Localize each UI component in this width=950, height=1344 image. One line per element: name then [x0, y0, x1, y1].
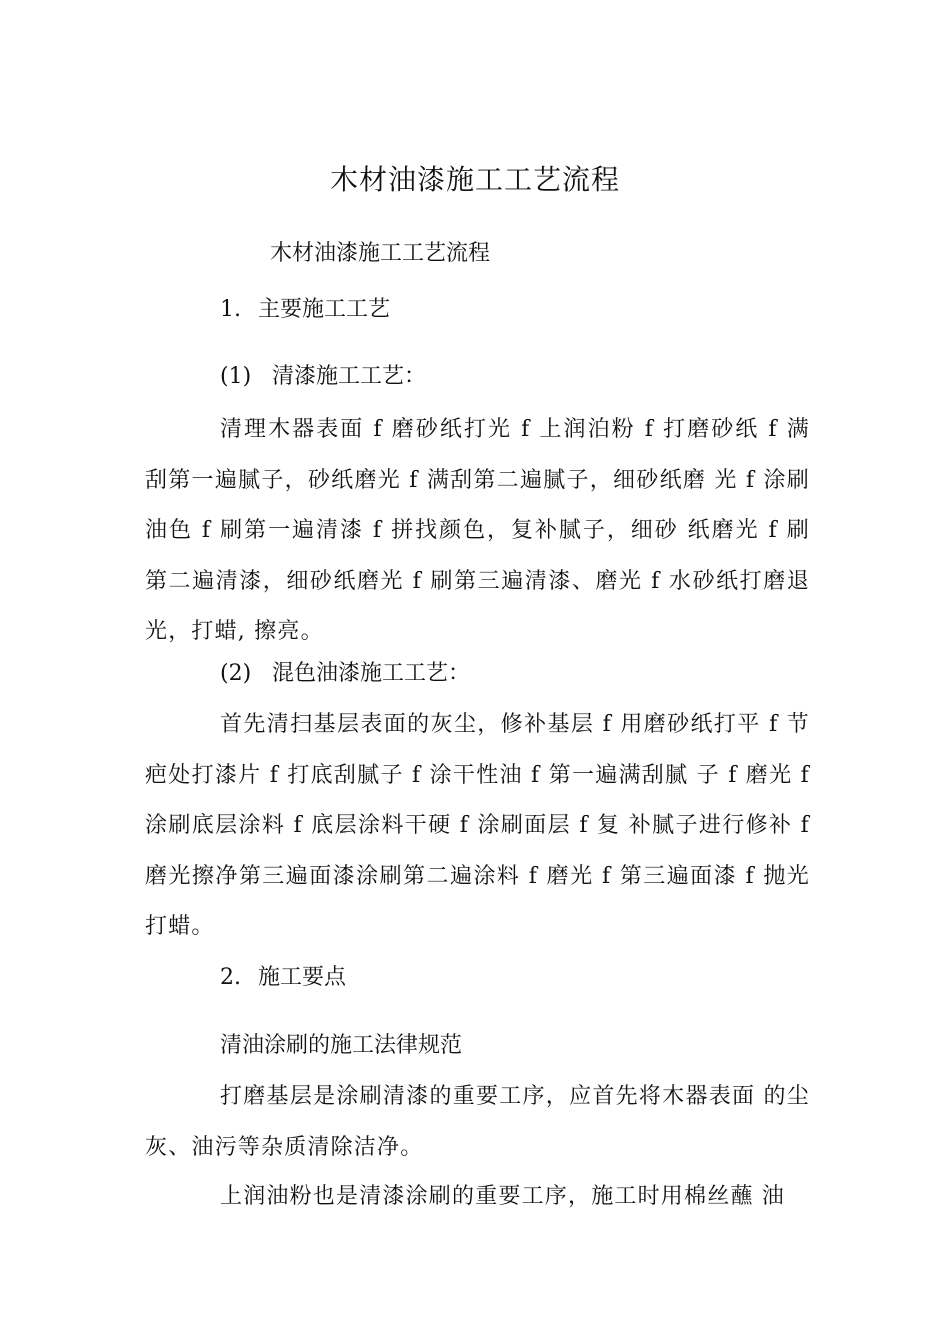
- paragraph-oil-powder: 上润油粉也是清漆涂刷的重要工序，施工时用棉丝蘸 油: [220, 1184, 785, 1209]
- section-number: 2.: [220, 965, 241, 990]
- section-title: 主要施工工艺: [258, 297, 391, 322]
- subsection-heading-3: 清油涂刷的施工法律规范: [220, 1033, 463, 1058]
- section-heading-1: [220, 294, 390, 326]
- document-subtitle: 木材油漆施工工艺流程: [270, 241, 491, 266]
- subsection-title: 混色油漆施工工艺：: [272, 661, 471, 686]
- subsection-heading-2: [220, 658, 470, 690]
- subsection-title: 清漆施工工艺：: [272, 364, 427, 389]
- subsection-number: (2): [220, 661, 252, 686]
- paragraph-clear-lacquer-process: 清理木器表面 f 磨砂纸打光 f 上润泊粉 f 打磨砂纸 f 满刮第一遍腻子，砂纸磨光 f 满刮第二遍腻子，细砂纸磨 光 f 涂刷油色 f 刷第一遍清漆 f 拼找颜色，复补腻子，细砂 纸磨光 f 刷第二遍清漆，细砂纸磨光 f 刷第三遍清漆、磨光 f 水砂纸打磨退光，打蜡, 擦亮。: [145, 417, 810, 644]
- section-number: 1.: [220, 297, 241, 322]
- paragraph-mixed-color-paint-process: 首先清扫基层表面的灰尘，修补基层 f 用磨砂纸打平 f 节疤处打漆片 f 打底刮腻子 f 涂干性油 f 第一遍满刮腻 子 f 磨光 f 涂刷底层涂料 f 底层涂料干硬 f 涂刷面层 f 复 补腻子进行修补 f 磨光擦净第三遍面漆涂刷第二遍涂料 f 磨光 f 第三遍面漆 f 抛光打蜡。: [145, 712, 810, 939]
- section-heading-2: [220, 962, 346, 994]
- subsection-heading-1: [220, 361, 426, 393]
- document-title: 木材油漆施工工艺流程: [329, 163, 620, 196]
- subsection-number: (1): [220, 364, 252, 389]
- paragraph-sanding-base: 打磨基层是涂刷清漆的重要工序，应首先将木器表面 的尘灰、油污等杂质清除洁净。: [145, 1084, 810, 1160]
- section-title: 施工要点: [258, 965, 347, 990]
